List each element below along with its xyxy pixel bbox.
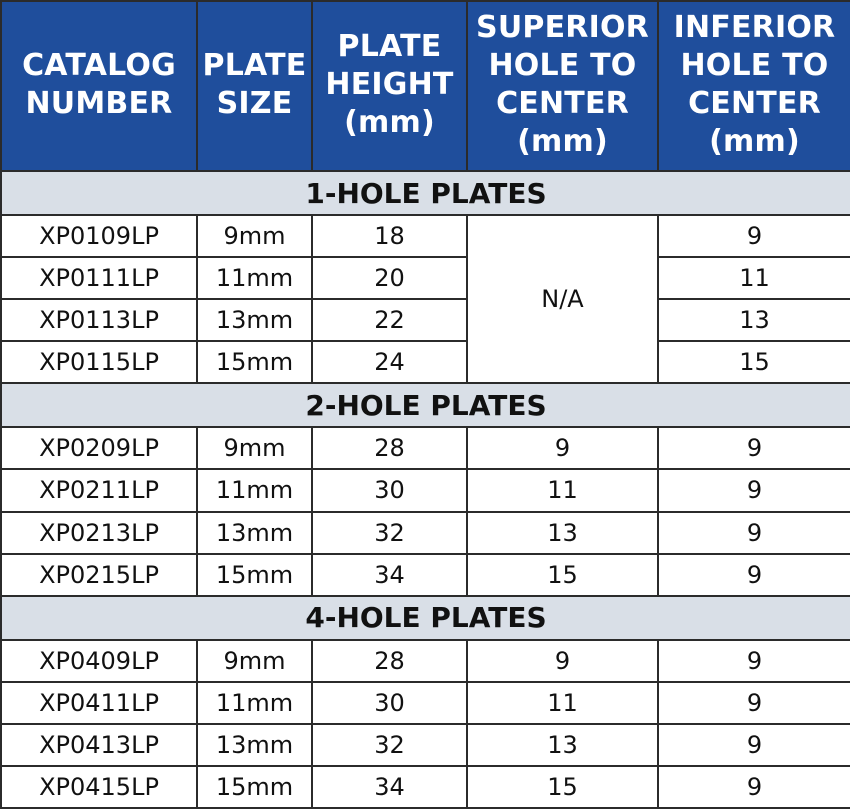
section-title: 1-HOLE PLATES bbox=[1, 171, 850, 215]
plate-height-cell: 30 bbox=[312, 682, 467, 724]
table-row bbox=[1, 766, 850, 808]
catalog-number-cell: XP0415LP bbox=[1, 766, 197, 808]
header-superior-hole-to-center: SUPERIOR HOLE TO CENTER (mm) bbox=[467, 1, 658, 171]
plate-height-cell: 30 bbox=[312, 469, 467, 511]
plate-size-cell: 13mm bbox=[197, 299, 312, 341]
section-row-2-hole bbox=[1, 383, 850, 427]
plate-size-cell: 11mm bbox=[197, 257, 312, 299]
plate-height-cell: 28 bbox=[312, 427, 467, 469]
table-row bbox=[1, 299, 850, 341]
superior-hole-cell: 13 bbox=[467, 512, 658, 554]
catalog-number-cell: XP0109LP bbox=[1, 215, 197, 257]
plate-size-cell: 13mm bbox=[197, 724, 312, 766]
plate-height-cell: 20 bbox=[312, 257, 467, 299]
superior-hole-cell: 9 bbox=[467, 640, 658, 682]
catalog-number-cell: XP0113LP bbox=[1, 299, 197, 341]
header-inferior-hole-to-center: INFERIOR HOLE TO CENTER (mm) bbox=[658, 1, 850, 171]
inferior-hole-cell: 9 bbox=[658, 215, 850, 257]
table-row bbox=[1, 640, 850, 682]
catalog-number-cell: XP0413LP bbox=[1, 724, 197, 766]
catalog-number-cell: XP0209LP bbox=[1, 427, 197, 469]
table-row bbox=[1, 554, 850, 596]
catalog-number-cell: XP0409LP bbox=[1, 640, 197, 682]
superior-hole-cell: 11 bbox=[467, 682, 658, 724]
superior-hole-cell: 15 bbox=[467, 766, 658, 808]
table-row bbox=[1, 682, 850, 724]
plate-height-cell: 28 bbox=[312, 640, 467, 682]
plate-size-cell: 11mm bbox=[197, 682, 312, 724]
inferior-hole-cell: 9 bbox=[658, 554, 850, 596]
plate-size-cell: 9mm bbox=[197, 640, 312, 682]
plate-height-cell: 24 bbox=[312, 341, 467, 383]
header-plate-height: PLATE HEIGHT (mm) bbox=[312, 1, 467, 171]
plate-size-cell: 9mm bbox=[197, 427, 312, 469]
inferior-hole-cell: 9 bbox=[658, 469, 850, 511]
table-row bbox=[1, 427, 850, 469]
inferior-hole-cell: 11 bbox=[658, 257, 850, 299]
plate-height-cell: 34 bbox=[312, 766, 467, 808]
inferior-hole-cell: 9 bbox=[658, 640, 850, 682]
plate-size-cell: 13mm bbox=[197, 512, 312, 554]
superior-hole-cell: 9 bbox=[467, 427, 658, 469]
catalog-number-cell: XP0411LP bbox=[1, 682, 197, 724]
plate-size-cell: 9mm bbox=[197, 215, 312, 257]
header-plate-size: PLATE SIZE bbox=[197, 1, 312, 171]
inferior-hole-cell: 9 bbox=[658, 682, 850, 724]
catalog-number-cell: XP0215LP bbox=[1, 554, 197, 596]
plate-height-cell: 32 bbox=[312, 512, 467, 554]
catalog-number-cell: XP0213LP bbox=[1, 512, 197, 554]
superior-hole-merged-cell: N/A bbox=[467, 215, 658, 383]
section-row-4-hole bbox=[1, 596, 850, 640]
catalog-number-cell: XP0111LP bbox=[1, 257, 197, 299]
table-row bbox=[1, 215, 850, 257]
inferior-hole-cell: 9 bbox=[658, 766, 850, 808]
plate-size-cell: 11mm bbox=[197, 469, 312, 511]
plate-size-cell: 15mm bbox=[197, 341, 312, 383]
table-row bbox=[1, 341, 850, 383]
table-row bbox=[1, 257, 850, 299]
header-catalog-number: CATALOG NUMBER bbox=[1, 1, 197, 171]
plate-height-cell: 32 bbox=[312, 724, 467, 766]
plate-height-cell: 34 bbox=[312, 554, 467, 596]
plate-size-cell: 15mm bbox=[197, 766, 312, 808]
plate-height-cell: 22 bbox=[312, 299, 467, 341]
table-row bbox=[1, 512, 850, 554]
catalog-number-cell: XP0115LP bbox=[1, 341, 197, 383]
section-title: 4-HOLE PLATES bbox=[1, 596, 850, 640]
catalog-number-cell: XP0211LP bbox=[1, 469, 197, 511]
superior-hole-cell: 15 bbox=[467, 554, 658, 596]
table-row bbox=[1, 469, 850, 511]
section-title: 2-HOLE PLATES bbox=[1, 383, 850, 427]
inferior-hole-cell: 9 bbox=[658, 512, 850, 554]
inferior-hole-cell: 9 bbox=[658, 427, 850, 469]
table-row bbox=[1, 724, 850, 766]
superior-hole-cell: 13 bbox=[467, 724, 658, 766]
plate-size-cell: 15mm bbox=[197, 554, 312, 596]
section-row-1-hole bbox=[1, 171, 850, 215]
plate-height-cell: 18 bbox=[312, 215, 467, 257]
inferior-hole-cell: 9 bbox=[658, 724, 850, 766]
inferior-hole-cell: 15 bbox=[658, 341, 850, 383]
header-row bbox=[1, 1, 850, 171]
inferior-hole-cell: 13 bbox=[658, 299, 850, 341]
superior-hole-cell: 11 bbox=[467, 469, 658, 511]
